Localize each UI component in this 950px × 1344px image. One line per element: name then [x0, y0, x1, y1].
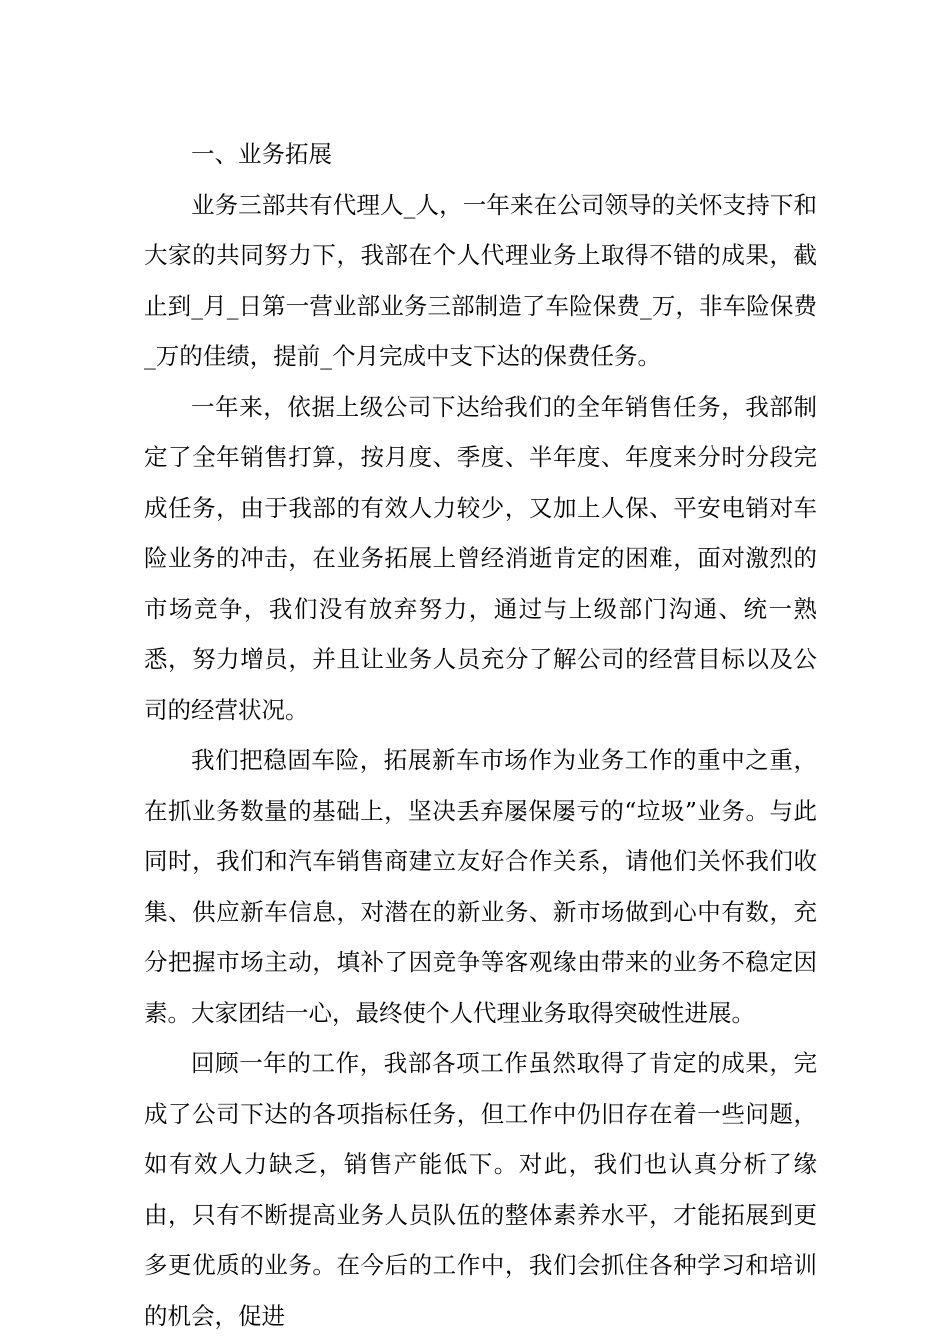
paragraph-4: 回顾一年的工作，我部各项工作虽然取得了肯定的成果，完成了公司下达的各项指标任务，但工作中仍旧存在着一些问题，如有效人力缺乏，销售产能低下。对此，我们也认真分析了缘由，只有不断提高业务人员队伍的整体素养水平，才能拓展到更多更优质的业务。在今后的工作中，我们会抓住各种学习和培训的机会，促进: [144, 1049, 817, 1330]
document-body: [144, 129, 817, 1341]
paragraph-3: 我们把稳固车险，拓展新车市场作为业务工作的重中之重，在抓业务数量的基础上，坚决丢弃屡保屡亏的“垃圾”业务。与此同时，我们和汽车销售商建立友好合作关系，请他们关怀我们收集、供应新车信息，对潜在的新业务、新市场做到心中有数，充分把握市场主动，填补了因竞争等客观缘由带来的业务不稳定因素。大家团结一心，最终使个人代理业务取得突破性进展。: [144, 746, 817, 1027]
paragraph-1: 业务三部共有代理人_人，一年来在公司领导的关怀支持下和大家的共同努力下，我部在个人代理业务上取得不错的成果，截止到_月_日第一营业部业务三部制造了车险保费_万，非车险保费_万的佳绩，提前_个月完成中支下达的保费任务。: [144, 190, 817, 370]
section-heading: 一、业务拓展: [191, 140, 332, 168]
paragraph-2: 一年来，依据上级公司下达给我们的全年销售任务，我部制定了全年销售打算，按月度、季度、半年度、年度来分时分段完成任务，由于我部的有效人力较少，又加上人保、平安电销对车险业务的冲击，在业务拓展上曾经消逝肯定的困难，面对激烈的市场竞争，我们没有放弃努力，通过与上级部门沟通、统一熟悉，努力增员，并且让业务人员充分了解公司的经营目标以及公司的经营状况。: [144, 392, 817, 724]
